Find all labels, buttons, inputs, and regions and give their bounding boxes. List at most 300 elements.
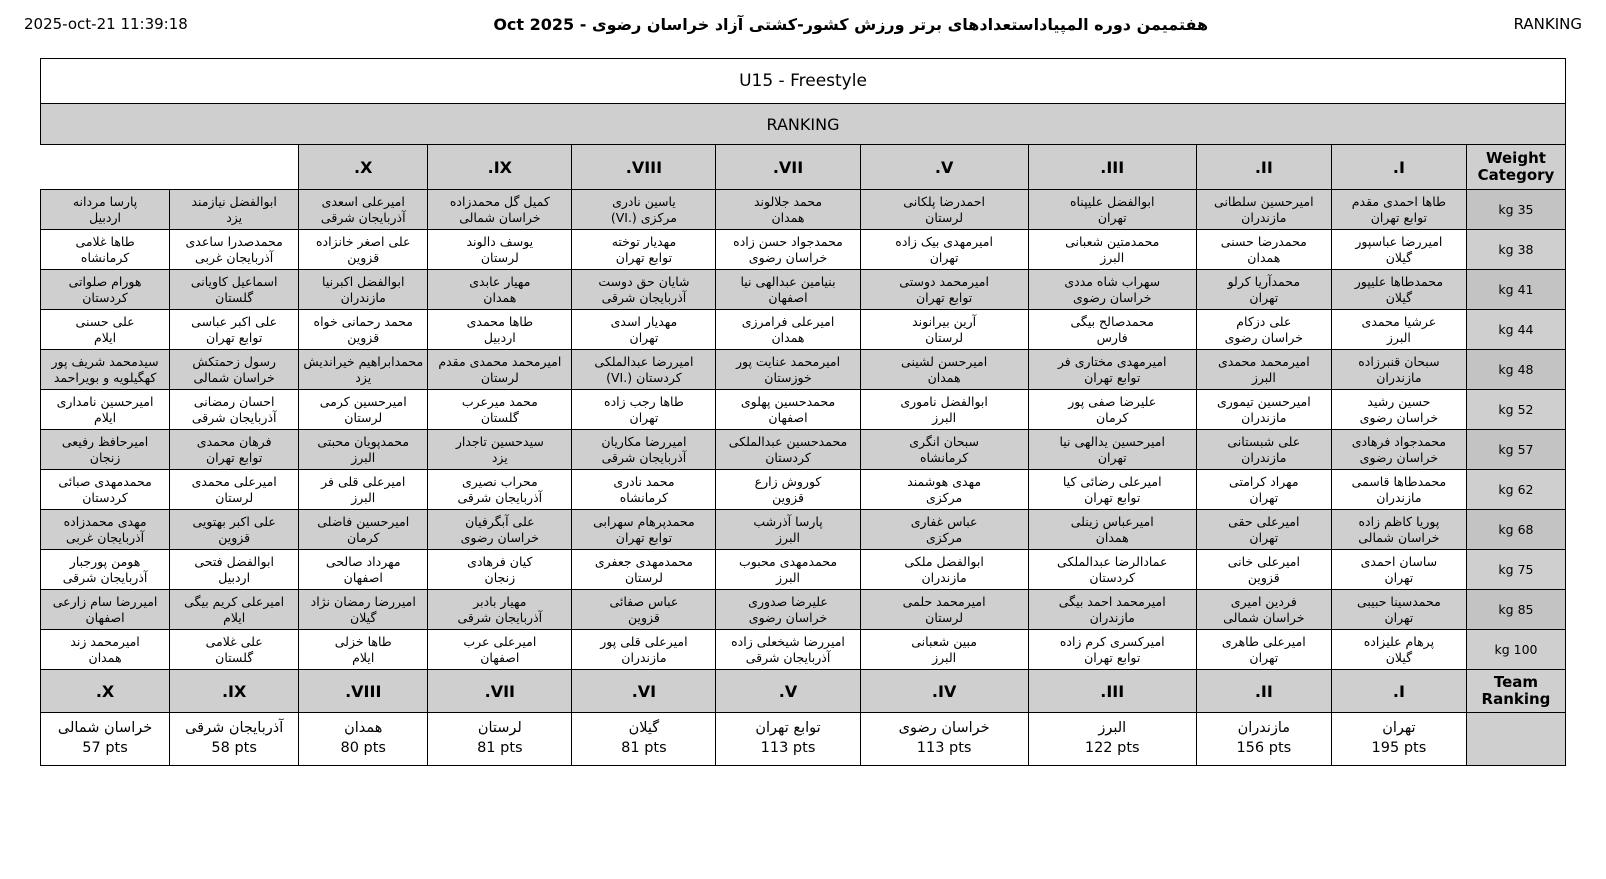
athlete-club: آذربایجان شرقی	[62, 569, 148, 585]
athlete-name: عباس صفائی	[609, 593, 679, 609]
athlete-cell	[170, 470, 299, 510]
athlete-name: ابوالفضل فتحی	[194, 553, 274, 569]
athlete-name: محمد میرعرب	[461, 393, 538, 409]
athlete-club: قزوین	[772, 489, 804, 505]
header-ranking-label: RANKING	[1513, 15, 1582, 33]
athlete-name: سهراب شاه مددی	[1064, 273, 1161, 289]
athlete-club: توابع تهران	[615, 249, 673, 265]
athlete-name: امیرمحمد عنایت پور	[735, 353, 841, 369]
team-place-header: VI.	[572, 670, 716, 713]
athlete-name: علی آبگرفیان	[465, 513, 535, 529]
athlete-cell	[860, 190, 1028, 230]
athlete-name: پارسا آذرشب	[753, 513, 823, 529]
athlete-club: گیلان	[1385, 289, 1413, 305]
team-place-header: X.	[41, 670, 170, 713]
team-name: گیلان	[628, 720, 660, 737]
athlete-cell	[716, 230, 860, 270]
athlete-name: مهرداد صالحی	[325, 553, 401, 569]
team-cell	[1331, 713, 1466, 766]
team-name: لرستان	[477, 720, 522, 737]
athlete-name: امیرحسین تیموری	[1216, 393, 1311, 409]
athlete-cell	[1028, 230, 1196, 270]
athlete-club: کهگیلویه و بویراحمد	[53, 369, 157, 385]
athlete-cell	[572, 310, 716, 350]
athlete-club: البرز	[1386, 329, 1411, 345]
athlete-club: لرستان	[925, 609, 964, 625]
athlete-cell	[299, 190, 428, 230]
athlete-name: امیررضا سام زارعی	[52, 593, 158, 609]
team-cell	[428, 713, 572, 766]
athlete-cell	[1331, 390, 1466, 430]
athlete-club: لرستان	[344, 409, 383, 425]
athlete-name: امیررضا عباسپور	[1355, 233, 1443, 249]
weight-class-label: 38 kg	[1466, 230, 1565, 270]
athlete-cell	[299, 510, 428, 550]
team-name: خراسان شمالی	[57, 720, 153, 737]
athlete-name: امیرعلی طاهری	[1221, 633, 1306, 649]
athlete-name: امیرمهدی بیک زاده	[895, 233, 993, 249]
athlete-cell	[860, 430, 1028, 470]
team-name: تهران	[1382, 720, 1416, 737]
athlete-name: امیرکسری کرم زاده	[1059, 633, 1165, 649]
athlete-name: محمدمهدی صبائی	[58, 473, 152, 489]
athlete-cell	[1028, 430, 1196, 470]
athlete-cell	[1028, 590, 1196, 630]
table-row	[41, 390, 1566, 430]
athlete-cell	[860, 630, 1028, 670]
athlete-cell	[572, 510, 716, 550]
athlete-cell	[428, 590, 572, 630]
athlete-club: کردستان	[82, 289, 128, 305]
athlete-name: محمدمهدی جعفری	[594, 553, 693, 569]
athlete-cell	[299, 470, 428, 510]
weight-class-label: 44 kg	[1466, 310, 1565, 350]
athlete-cell	[716, 430, 860, 470]
athlete-cell	[572, 270, 716, 310]
team-points: 81 pts	[477, 740, 523, 756]
athlete-name: رسول زحمتکش	[192, 353, 276, 369]
athlete-club: فارس	[1096, 329, 1128, 345]
athlete-club: البرز	[1100, 249, 1125, 265]
team-points: 113 pts	[760, 740, 816, 756]
athlete-name: امیرمحمد حلمی	[902, 593, 986, 609]
athlete-club: کرمان	[1095, 409, 1129, 425]
athlete-club: اردبیل	[483, 329, 516, 345]
weight-class-label: 62 kg	[1466, 470, 1565, 510]
athlete-cell	[860, 230, 1028, 270]
athlete-name: ابوالفضل نیازمند	[191, 193, 277, 209]
athlete-name: امیررضا شیخعلی زاده	[731, 633, 845, 649]
athlete-name: محمدپویان محبتی	[317, 433, 410, 449]
athlete-cell	[572, 350, 716, 390]
athlete-club: خراسان شمالی	[459, 209, 541, 225]
athlete-club: مرکزی	[926, 529, 963, 545]
athlete-club: خراسان شمالی	[1358, 529, 1440, 545]
ranking-table-container	[40, 58, 1566, 766]
table-row	[41, 350, 1566, 390]
athlete-club: گیلان	[350, 609, 377, 625]
athlete-club: تهران	[629, 409, 659, 425]
athlete-name: امیرحافظ رفیعی	[61, 433, 149, 449]
athlete-club: خراسان رضوی	[460, 529, 540, 545]
athlete-cell	[716, 310, 860, 350]
athlete-club: مازندران	[1376, 489, 1422, 505]
athlete-cell	[716, 550, 860, 590]
athlete-name: محمد رحمانی خواه	[313, 313, 413, 329]
athlete-club: همدان	[771, 329, 805, 345]
team-points: 113 pts	[916, 740, 972, 756]
team-points: 122 pts	[1084, 740, 1140, 756]
athlete-name: ابوالفضل اکبرنیا	[322, 273, 405, 289]
athlete-name: طاها خزلی	[334, 633, 392, 649]
athlete-cell	[572, 470, 716, 510]
athlete-name: مهدی هوشمند	[907, 473, 982, 489]
athlete-cell	[716, 270, 860, 310]
athlete-cell	[860, 350, 1028, 390]
table-row	[41, 430, 1566, 470]
athlete-club: مرکزی (.VI)	[610, 209, 678, 225]
athlete-cell	[428, 350, 572, 390]
athlete-cell	[860, 510, 1028, 550]
athlete-club: همدان	[88, 649, 122, 665]
athlete-name: علی غلامی	[205, 633, 263, 649]
table-row	[41, 470, 1566, 510]
athlete-club: کرمان	[346, 529, 380, 545]
athlete-club: قزوین	[347, 249, 380, 265]
athlete-name: محمدرضا حسنی	[1220, 233, 1307, 249]
team-points: 81 pts	[621, 740, 667, 756]
athlete-cell	[41, 630, 170, 670]
athlete-club: زنجان	[484, 569, 516, 585]
team-points: 57 pts	[82, 740, 128, 756]
athlete-club: مازندران	[1241, 409, 1287, 425]
athlete-name: یاسین نادری	[612, 193, 676, 209]
team-place-header: IV.	[860, 670, 1028, 713]
athlete-club: قزوین	[627, 609, 660, 625]
athlete-name: محمدپرهام سهرابی	[593, 513, 695, 529]
athlete-name: طاها غلامی	[75, 233, 135, 249]
athlete-cell	[1331, 350, 1466, 390]
team-place-header: VII.	[428, 670, 572, 713]
place-header: II.	[1196, 145, 1331, 190]
athlete-cell	[1331, 230, 1466, 270]
athlete-name: پوریا کاظم زاده	[1358, 513, 1440, 529]
athlete-cell	[41, 430, 170, 470]
athlete-cell	[1028, 310, 1196, 350]
athlete-name: عمادالرضا عبدالملکی	[1057, 553, 1168, 569]
athlete-club: همدان	[927, 369, 961, 385]
athlete-club: اصفهان	[343, 569, 383, 585]
athlete-club: گلستان	[215, 289, 254, 305]
athlete-name: امیرمحمد احمد بیگی	[1058, 593, 1166, 609]
athlete-club: توابع تهران	[206, 329, 263, 345]
athlete-club: البرز	[776, 569, 801, 585]
weight-class-label: 48 kg	[1466, 350, 1565, 390]
ranking-table	[40, 58, 1566, 766]
weight-class-label: 52 kg	[1466, 390, 1565, 430]
athlete-club: گیلان	[1385, 649, 1413, 665]
athlete-cell	[299, 430, 428, 470]
athlete-cell	[1028, 470, 1196, 510]
athlete-cell	[1028, 630, 1196, 670]
athlete-club: خراسان رضوی	[1359, 449, 1439, 465]
athlete-club: البرز	[351, 449, 376, 465]
athlete-club: مازندران	[340, 289, 386, 305]
athlete-cell	[1196, 550, 1331, 590]
athlete-club: توابع تهران	[1370, 209, 1428, 225]
athlete-cell	[170, 190, 299, 230]
athlete-cell	[572, 230, 716, 270]
athlete-name: کوروش زارع	[754, 473, 822, 489]
athlete-cell	[1196, 470, 1331, 510]
team-place-header: IX.	[170, 670, 299, 713]
athlete-name: شایان حق دوست	[598, 273, 690, 289]
athlete-cell	[1331, 270, 1466, 310]
athlete-cell	[1196, 270, 1331, 310]
athlete-cell	[860, 390, 1028, 430]
athlete-cell	[170, 270, 299, 310]
athlete-cell	[41, 230, 170, 270]
team-ranking-label	[1466, 670, 1565, 713]
athlete-cell	[1196, 430, 1331, 470]
weight-class-label: 68 kg	[1466, 510, 1565, 550]
athlete-cell	[428, 510, 572, 550]
athlete-club: تهران	[1249, 529, 1279, 545]
athlete-club: لرستان	[480, 369, 519, 385]
athlete-cell	[1331, 310, 1466, 350]
athlete-cell	[1028, 270, 1196, 310]
table-row	[41, 270, 1566, 310]
athlete-club: کرمانشاه	[919, 449, 969, 465]
team-name: همدان	[344, 720, 383, 737]
athlete-name: محراب نصیری	[462, 473, 538, 489]
athlete-club: آذربایجان شرقی	[601, 289, 687, 305]
team-ranking-row	[41, 713, 1566, 766]
team-cell	[1028, 713, 1196, 766]
athlete-club: لرستان	[925, 209, 964, 225]
athlete-cell	[170, 590, 299, 630]
athlete-name: مهدی محمدزاده	[63, 513, 147, 529]
table-row	[41, 230, 1566, 270]
athlete-cell	[1196, 630, 1331, 670]
athlete-cell	[428, 230, 572, 270]
athlete-name: ابوالفضل ملکی	[904, 553, 984, 569]
weight-class-label: 75 kg	[1466, 550, 1565, 590]
team-points: 156 pts	[1236, 740, 1292, 756]
athlete-cell	[428, 390, 572, 430]
athlete-cell	[572, 630, 716, 670]
athlete-club: مازندران	[1241, 209, 1287, 225]
athlete-name: سبحان انگری	[909, 433, 980, 449]
athlete-cell	[716, 190, 860, 230]
place-header: IX.	[428, 145, 572, 190]
athlete-club: ایلام	[93, 329, 117, 345]
athlete-name: امیررضا رمضان نژاد	[310, 593, 416, 609]
athlete-club: تهران	[1097, 209, 1127, 225]
athlete-name: علی اصغر خانزاده	[316, 233, 411, 249]
athlete-club: مازندران	[621, 649, 667, 665]
athlete-name: کیان فرهادی	[467, 553, 533, 569]
athlete-name: محمدآریا کرلو	[1227, 273, 1301, 289]
athlete-cell	[1028, 350, 1196, 390]
athlete-name: عباس غفاری	[910, 513, 978, 529]
athlete-cell	[299, 590, 428, 630]
athlete-club: مازندران	[1376, 369, 1422, 385]
athlete-cell	[1331, 550, 1466, 590]
athlete-cell	[1331, 510, 1466, 550]
team-ranking-header-row	[41, 670, 1566, 713]
athlete-club: لرستان	[925, 329, 964, 345]
team-name: خراسان رضوی	[898, 720, 990, 737]
place-header: VII.	[716, 145, 860, 190]
athlete-club: قزوین	[218, 529, 251, 545]
table-row	[41, 190, 1566, 230]
athlete-cell	[170, 630, 299, 670]
athlete-name: امیرمهدی مختاری فر	[1057, 353, 1167, 369]
athlete-club: البرز	[776, 529, 801, 545]
athlete-cell	[299, 390, 428, 430]
athlete-club: البرز	[932, 649, 957, 665]
team-name: توابع تهران	[755, 720, 821, 737]
athlete-club: توابع تهران	[206, 449, 263, 465]
team-cell	[716, 713, 860, 766]
athlete-club: زنجان	[89, 449, 121, 465]
athlete-cell	[428, 270, 572, 310]
athlete-cell	[299, 350, 428, 390]
athlete-cell	[41, 470, 170, 510]
team-cell	[1196, 713, 1331, 766]
weight-class-label: 35 kg	[1466, 190, 1565, 230]
athlete-cell	[1331, 470, 1466, 510]
athlete-club: یزد	[355, 369, 372, 385]
weight-class-label: 57 kg	[1466, 430, 1565, 470]
athlete-name: علیرضا صدوری	[748, 593, 828, 609]
athlete-name: امیرعلی رضائی کیا	[1062, 473, 1162, 489]
athlete-cell	[1331, 430, 1466, 470]
team-cell	[299, 713, 428, 766]
athlete-cell	[1331, 190, 1466, 230]
athlete-cell	[299, 270, 428, 310]
athlete-name: احمدرضا پلکانی	[903, 193, 985, 209]
weight-class-label: 100 kg	[1466, 630, 1565, 670]
event-category-title: U15 - Freestyle	[41, 59, 1566, 104]
athlete-name: امیرحسین یدالهی نیا	[1059, 433, 1165, 449]
athlete-club: خراسان رضوی	[1224, 329, 1304, 345]
athlete-club: آذربایجان غربی	[65, 529, 145, 545]
athlete-club: همدان	[771, 209, 805, 225]
athlete-club: کرمانشاه	[80, 249, 130, 265]
athlete-name: آرین بیرانوند	[912, 313, 977, 329]
athlete-cell	[41, 350, 170, 390]
athlete-cell	[1196, 230, 1331, 270]
weight-class-label: 85 kg	[1466, 590, 1565, 630]
athlete-club: ایلام	[352, 649, 375, 665]
weight-category-header-line1: Weight	[1486, 148, 1546, 167]
athlete-cell	[299, 230, 428, 270]
athlete-cell	[860, 310, 1028, 350]
section-label-ranking: RANKING	[41, 104, 1566, 145]
athlete-cell	[170, 510, 299, 550]
athlete-club: همدان	[1095, 529, 1129, 545]
athlete-name: امیرعلی کریم بیگی	[184, 593, 285, 609]
athlete-cell	[428, 630, 572, 670]
athlete-cell	[1028, 510, 1196, 550]
generation-timestamp: 2025-oct-21 11:39:18	[24, 15, 188, 33]
athlete-name: طاها احمدی مقدم	[1351, 193, 1446, 209]
athlete-cell	[716, 350, 860, 390]
athlete-club: یزد	[226, 209, 243, 225]
athlete-cell	[428, 190, 572, 230]
athlete-name: امیرمحمد دوستی	[899, 273, 989, 289]
athlete-name: محمدمتین شعبانی	[1065, 233, 1160, 249]
table-row	[41, 630, 1566, 670]
athlete-club: لرستان	[215, 489, 254, 505]
athlete-cell	[716, 630, 860, 670]
team-place-header: II.	[1196, 670, 1331, 713]
athlete-cell	[1196, 310, 1331, 350]
place-header: III.	[1028, 145, 1196, 190]
athlete-name: محمدطاها علیپور	[1354, 273, 1444, 289]
athlete-cell	[1196, 190, 1331, 230]
athlete-cell	[860, 470, 1028, 510]
table-title-row	[41, 59, 1566, 104]
place-header: VIII.	[572, 145, 716, 190]
athlete-club: توابع تهران	[1084, 369, 1141, 385]
athlete-name: امیرمحمد محمدی	[1217, 353, 1310, 369]
table-row	[41, 510, 1566, 550]
athlete-club: کردستان	[765, 449, 811, 465]
athlete-name: پارسا مردانه	[72, 193, 138, 209]
weight-category-header-line2: Category	[1477, 166, 1555, 184]
athlete-name: امیرعلی محمدی	[191, 473, 277, 489]
place-header: V.	[860, 145, 1028, 190]
athlete-name: امیررضا مکاریان	[601, 433, 687, 449]
team-ranking-label-line2: Ranking	[1481, 690, 1551, 708]
athlete-cell	[716, 470, 860, 510]
weight-category-header	[1466, 145, 1565, 190]
athlete-name: علیرضا صفی پور	[1068, 393, 1157, 409]
athlete-name: مهدیار اسدی	[610, 313, 678, 329]
athlete-club: خوزستان	[764, 369, 812, 385]
athlete-name: محمدابراهیم خیراندیش	[303, 353, 424, 369]
athlete-name: مهیار عابدی	[469, 273, 531, 289]
athlete-cell	[1331, 590, 1466, 630]
athlete-club: توابع تهران	[1084, 649, 1141, 665]
page-header	[0, 0, 1606, 40]
athlete-club: آذربایجان شرقی	[745, 649, 831, 665]
athlete-club: خراسان رضوی	[1359, 409, 1439, 425]
athlete-club: اصفهان	[480, 649, 520, 665]
athlete-name: هورام صلواتی	[68, 273, 142, 289]
table-row	[41, 590, 1566, 630]
athlete-cell	[1196, 590, 1331, 630]
athlete-cell	[1028, 390, 1196, 430]
athlete-name: اسماعیل کاویانی	[190, 273, 278, 289]
athlete-cell	[41, 510, 170, 550]
athlete-cell	[1196, 390, 1331, 430]
athlete-club: لرستان	[480, 249, 519, 265]
place-header: I.	[1331, 145, 1466, 190]
athlete-name: محمدجواد فرهادی	[1351, 433, 1447, 449]
athlete-name: احسان رمضانی	[193, 393, 275, 409]
athlete-club: یزد	[491, 449, 508, 465]
team-place-header: VIII.	[299, 670, 428, 713]
athlete-cell	[428, 310, 572, 350]
athlete-club: آذربایجان غربی	[195, 249, 274, 265]
athlete-cell	[1196, 510, 1331, 550]
athlete-club: تهران	[1384, 609, 1414, 625]
athlete-cell	[41, 310, 170, 350]
